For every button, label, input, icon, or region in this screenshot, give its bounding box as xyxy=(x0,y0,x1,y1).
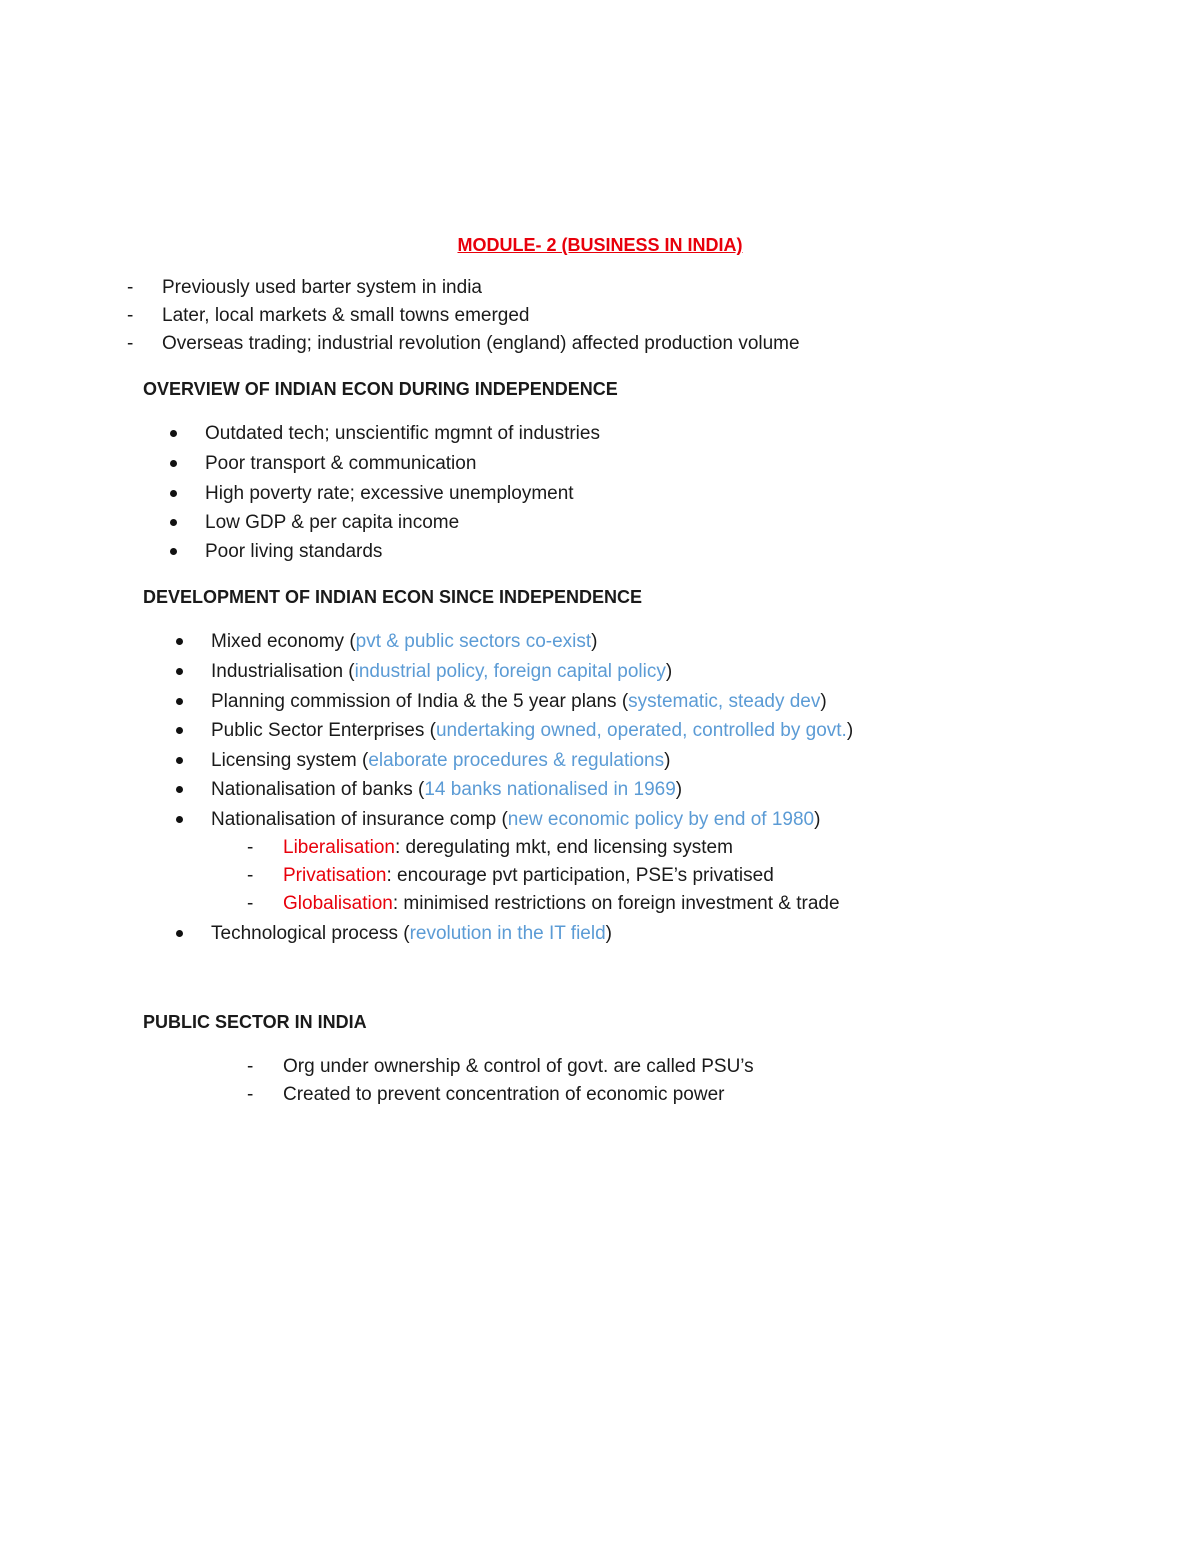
bullet-icon xyxy=(170,430,177,437)
dash-marker: - xyxy=(127,305,134,326)
bullet-icon xyxy=(170,548,177,555)
item-text: Technological process xyxy=(211,923,398,944)
reform-desc: : deregulating mkt, end licensing system xyxy=(394,837,733,858)
bullet-icon xyxy=(176,757,183,764)
public-sector-item: Created to prevent concentration of economic power xyxy=(283,1084,725,1105)
bullet-icon xyxy=(176,638,183,645)
intro-item: Previously used barter system in india xyxy=(162,277,482,298)
reform-term: Globalisation xyxy=(283,893,393,914)
item-note: systematic, steady dev xyxy=(628,691,821,712)
bullet-icon xyxy=(170,519,177,526)
bullet-icon xyxy=(176,930,183,937)
item-note: pvt & public sectors co-exist xyxy=(355,631,592,652)
reform-desc: : minimised restrictions on foreign investment & trade xyxy=(392,893,840,914)
overview-item: High poverty rate; excessive unemployment xyxy=(205,483,574,504)
section-heading-overview: OVERVIEW OF INDIAN ECON DURING INDEPENDENCE xyxy=(143,379,618,399)
item-note: undertaking owned, operated, controlled by govt. xyxy=(435,720,847,741)
reform-item xyxy=(283,892,840,916)
page-title: MODULE- 2 (BUSINESS IN INDIA) xyxy=(457,235,743,255)
intro-item: Later, local markets & small towns emerged xyxy=(162,305,530,326)
development-item: Nationalisation of banks (14 banks nationalised in 1969) xyxy=(211,779,683,800)
dash-marker: - xyxy=(127,277,134,298)
item-text: Nationalisation of banks xyxy=(211,779,413,800)
dash-marker: - xyxy=(247,893,254,914)
reform-item xyxy=(283,836,733,860)
dash-marker: - xyxy=(247,1084,254,1105)
dash-marker: - xyxy=(247,865,254,886)
item-text: Mixed economy xyxy=(211,631,345,652)
public-sector-item: Org under ownership & control of govt. are called PSU’s xyxy=(283,1056,754,1077)
item-text: Planning commission of India & the 5 year plans xyxy=(211,691,617,712)
development-item: Technological process (revolution in the IT field) xyxy=(211,923,612,944)
development-item: Licensing system (elaborate procedures & regulations) xyxy=(211,750,671,771)
item-note: 14 banks nationalised in 1969 xyxy=(424,779,676,800)
overview-item: Low GDP & per capita income xyxy=(205,512,460,533)
item-note: industrial policy, foreign capital policy xyxy=(354,661,666,682)
development-item: Nationalisation of insurance comp (new economic policy by end of 1980) xyxy=(211,809,821,830)
bullet-icon xyxy=(176,668,183,675)
item-text: Industrialisation xyxy=(211,661,344,682)
item-note: elaborate procedures & regulations xyxy=(368,750,665,771)
section-heading-public-sector: PUBLIC SECTOR IN INDIA xyxy=(143,1012,367,1032)
reform-item xyxy=(283,864,774,888)
development-item: Public Sector Enterprises (undertaking owned, operated, controlled by govt.) xyxy=(211,720,854,741)
reform-term: Liberalisation xyxy=(283,837,395,858)
dash-marker: - xyxy=(247,837,254,858)
bullet-icon xyxy=(176,816,183,823)
item-text: Licensing system xyxy=(211,750,357,771)
development-item: Mixed economy (pvt & public sectors co-exist) xyxy=(211,631,598,652)
overview-item: Outdated tech; unscientific mgmnt of industries xyxy=(205,423,600,444)
reform-term: Privatisation xyxy=(283,865,387,886)
item-text: Nationalisation of insurance comp xyxy=(211,809,497,830)
development-item: Planning commission of India & the 5 year plans (systematic, steady dev) xyxy=(211,691,827,712)
intro-item: Overseas trading; industrial revolution (england) affected production volume xyxy=(162,333,800,354)
section-heading-development: DEVELOPMENT OF INDIAN ECON SINCE INDEPENDENCE xyxy=(143,587,643,607)
bullet-icon xyxy=(170,460,177,467)
overview-item: Poor transport & communication xyxy=(205,453,477,474)
bullet-icon xyxy=(176,786,183,793)
item-text: Public Sector Enterprises xyxy=(211,720,425,741)
item-note: revolution in the IT field xyxy=(409,923,606,944)
bullet-icon xyxy=(176,727,183,734)
item-note: new economic policy by end of 1980 xyxy=(507,809,815,830)
overview-item: Poor living standards xyxy=(205,541,383,562)
dash-marker: - xyxy=(127,333,134,354)
reform-desc: : encourage pvt participation, PSE’s privatised xyxy=(386,865,774,886)
bullet-icon xyxy=(176,698,183,705)
development-item: Industrialisation (industrial policy, foreign capital policy) xyxy=(211,661,673,682)
dash-marker: - xyxy=(247,1056,254,1077)
bullet-icon xyxy=(170,490,177,497)
